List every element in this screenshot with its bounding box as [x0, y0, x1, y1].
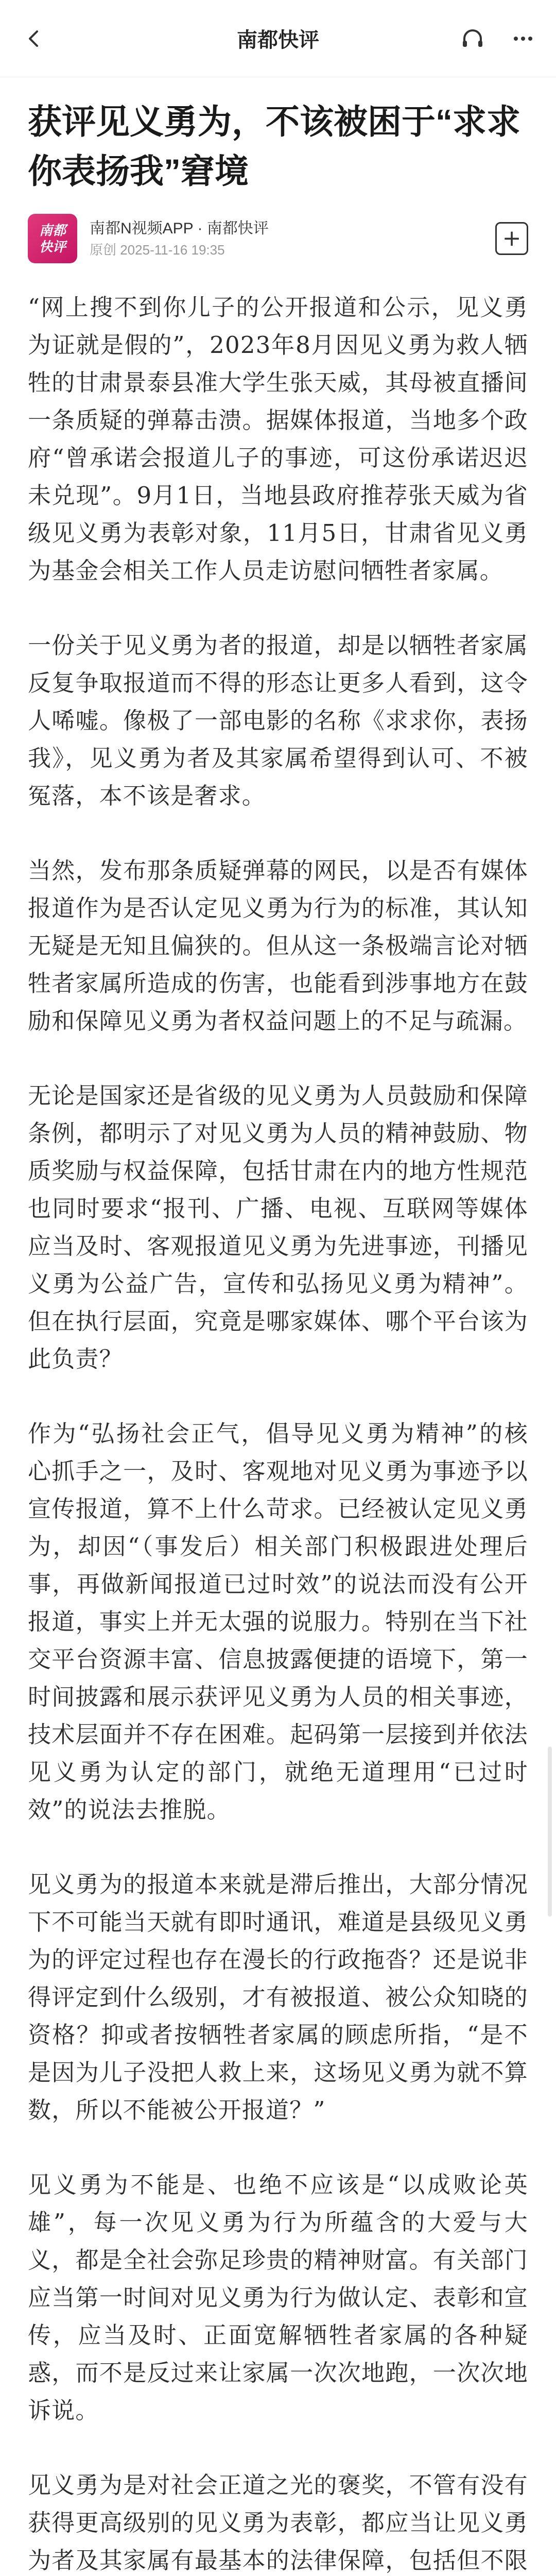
headphones-icon: [460, 26, 485, 51]
paragraph: 一份关于见义勇为者的报道，却是以牺牲者家属反复争取报道而不得的形态让更多人看到，这令人唏嘘。像极了一部电影的名称《求求你，表扬我》，见义勇为者及其家属希望得到认可、不被冤落，本不该是奢求。: [28, 632, 528, 809]
source-name[interactable]: 南都N视频APP · 南都快评: [90, 220, 269, 237]
top-nav-bar: [0, 0, 556, 77]
chevron-left-icon: [24, 28, 44, 49]
article-body: [0, 268, 556, 2576]
plus-icon: +: [502, 225, 522, 251]
source-avatar[interactable]: [28, 214, 77, 263]
article-headline: 获评见义勇为，不该被困于“求求你表扬我”窘境: [28, 103, 520, 190]
paragraph: “网上搜不到你儿子的公开报道和公示，见义勇为证就是假的”，2023年8月因见义勇为救人牺牲的甘肃景泰县准大学生张天威，其母被直播间一条质疑的弹幕击溃。据媒体报道，当地多个政府“曾承诺会报道儿子的事迹，可这份承诺迟迟未兑现”。9月1日，当地县政府推荐张天威为省级见义勇为表彰对象，11月5日，甘肃省见义勇为基金会相关工作人员走访慰问牺牲者家属。: [28, 294, 528, 584]
paragraph: 见义勇为是对社会正道之光的褒奖，不管有没有获得更高级别的见义勇为表彰，都应当让见义勇为者及其家属有最基本的法律保障，包括但不限: [28, 2471, 528, 2574]
paragraph: 见义勇为不能是、也绝不应该是“以成败论英雄”，每一次见义勇为行为所蕴含的大爱与大义，都是全社会弥足珍贵的精神财富。有关部门应当第一时间对见义勇为行为做认定、表彰和宣传，应当及时、正面宽解牺牲者家属的各种疑惑，而不是反过来让家属一次次地跑，一次次地诉说。: [28, 2171, 528, 2424]
paragraph: 见义勇为的报道本来就是滞后推出，大部分情况下不可能当天就有即时通讯，难道是县级见义勇为的评定过程也存在漫长的行政拖沓？还是说非得评定到什么级别，才有被报道、被公众知晓的资格？抑或者按牺牲者家属的顾虑所指，“是不是因为儿子没把人救上来，这场见义勇为就不算数，所以不能被公开报道？”: [28, 1871, 528, 2124]
paragraph: 作为“弘扬社会正气，倡导见义勇为精神”的核心抓手之一，及时、客观地对见义勇为事迹予以宣传报道，算不上什么苛求。已经被认定见义勇为，却因“（事发后）相关部门积极跟进处理后事，再做新闻报道已过时效”的说法而没有公开报道，事实上并无太强的说服力。特别在当下社交平台资源丰富、信息披露便捷的语境下，第一时间披露和展示获评见义勇为人员的相关事迹，技术层面并不存在困难。起码第一层接到并依法见义勇为认定的部门，就绝无道理用“已过时效”的说法去推脱。: [28, 1420, 528, 1823]
publish-meta: 原创 2025-11-16 19:35: [90, 242, 225, 258]
more-dots-icon: [511, 26, 535, 51]
avatar-text: 南都 快评: [39, 223, 66, 255]
back-button[interactable]: [19, 23, 49, 54]
more-button[interactable]: [509, 24, 537, 53]
scrollbar[interactable]: [548, 1747, 552, 1917]
page-title: 南都快评: [237, 29, 319, 52]
source-info: [90, 217, 269, 260]
paragraph: 无论是国家还是省级的见义勇为人员鼓励和保障条例，都明示了对见义勇为人员的精神鼓励、物质奖励与权益保障，包括甘肃在内的地方性规范也同时要求“报刊、广播、电视、互联网等媒体应当及时、客观报道见义勇为先进事迹，刊播见义勇为公益广告，宣传和弘扬见义勇为精神”。但在执行层面，究竟是哪家媒体、哪个平台该为此负责？: [28, 1082, 528, 1372]
follow-button[interactable]: [495, 222, 528, 255]
paragraph: 当然，发布那条质疑弹幕的网民，以是否有媒体报道作为是否认定见义勇为行为的标准，其认知无疑是无知且偏狭的。但从这一条极端言论对牺牲者家属所造成的伤害，也能看到涉事地方在鼓励和保障见义勇为者权益问题上的不足与疏漏。: [28, 857, 528, 1035]
source-row: [0, 196, 556, 268]
listen-button[interactable]: [458, 24, 487, 53]
